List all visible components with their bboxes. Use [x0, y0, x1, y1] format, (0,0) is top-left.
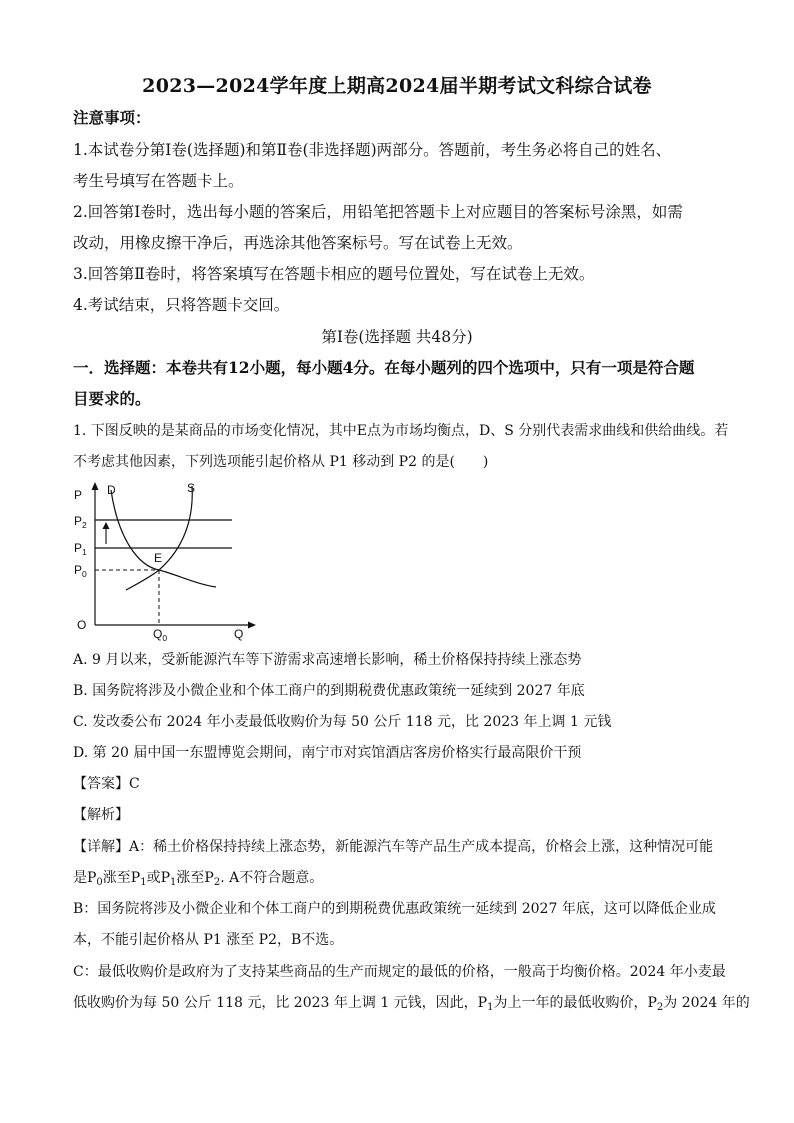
- detail-a-text-1: A：稀土价格保持持续上涨态势，新能源汽车等产品生产成本提高，价格会上涨，这种情况可能: [129, 839, 714, 855]
- x-axis-label: Q: [234, 627, 244, 641]
- p1-label: $P_1$: [74, 541, 87, 557]
- section-title: 第Ⅰ卷(选择题 共48分): [321, 328, 473, 346]
- option-d: D. 第 20 届中国一东盟博览会期间，南宁市对宾馆酒店客房价格实行最高限价干预: [73, 745, 582, 761]
- section-intro-b: 目要求的。: [73, 389, 151, 408]
- supply-demand-graph: [66, 478, 262, 644]
- question-stem-b: 不考虑其他因素，下列选项能引起价格从 P1 移动到 P2 的是( ): [73, 454, 489, 470]
- x-axis-arrow: [248, 622, 256, 629]
- detail-tag: 【详解】: [73, 839, 129, 855]
- notice-item-1a: 1.本试卷分第Ⅰ卷(选择题)和第Ⅱ卷(非选择题)两部分。答题前，考生务必将自己的姓名、: [73, 141, 672, 159]
- notice-item-2b: 改动，用橡皮擦干净后，再选涂其他答案标号。写在试卷上无效。: [73, 234, 523, 252]
- notice-item-2a: 2.回答第Ⅰ卷时，选出每小题的答案后，用铅笔把答题卡上对应题目的答案标号涂黑，如需: [73, 203, 683, 221]
- rise-arrow-head: [103, 522, 110, 529]
- origin-label: O: [77, 618, 87, 632]
- supply-curve: [126, 486, 192, 590]
- analysis-tag: 【解析】: [73, 807, 129, 823]
- p0-label: $P_0$: [74, 563, 87, 579]
- demand-curve: [111, 490, 216, 587]
- detail-a-line-2: 是$P_0$涨至$P_1$或$P_1$涨至$P_2$. A不符合题意。: [73, 870, 324, 888]
- demand-label: D: [107, 483, 116, 497]
- y-axis-arrow: [92, 482, 99, 490]
- notice-item-1b: 考生号填写在答题卡上。: [73, 172, 244, 190]
- notice-item-3: 3.回答第Ⅱ卷时，将答案填写在答题卡相应的题号位置处，写在试卷上无效。: [73, 265, 595, 283]
- option-a: A. 9 月以来，受新能源汽车等下游需求高速增长影响，稀土价格保持持续上涨态势: [73, 652, 582, 668]
- question-stem-a: 1. 下图反映的是某商品的市场变化情况，其中E点为市场均衡点，D、S 分别代表需求曲线和供给曲线。若: [73, 423, 729, 439]
- notice-item-4: 4.考试结束，只将答题卡交回。: [73, 296, 290, 314]
- detail-b-line-2: 本，不能引起价格从 P1 涨至 P2，B不选。: [73, 932, 344, 948]
- page-title: 2023—2024学年度上期高2024届半期考试文科综合试卷: [142, 75, 652, 97]
- detail-c-line-2: 低收购价为每 50 公斤 118 元，比 2023 年上调 1 元钱，因此，$P_1$为上一年的最低收购价，$P_2$为 2024 年的: [73, 995, 750, 1013]
- supply-label: S: [187, 481, 196, 495]
- answer-tag: 【答案】: [73, 776, 129, 792]
- option-b: B. 国务院将涉及小微企业和个体工商户的到期税费优惠政策统一延续到 2027 年底: [73, 683, 585, 699]
- detail-a-line-1: [73, 837, 713, 857]
- option-c: C. 发改委公布 2024 年小麦最低收购价为每 50 公斤 118 元，比 2023 年上调 1 元钱: [73, 714, 612, 730]
- detail-b-line-1: B：国务院将涉及小微企业和个体工商户的到期税费优惠政策统一延续到 2027 年底，这可以降低企业成: [73, 901, 716, 917]
- y-axis-label: P: [74, 488, 83, 502]
- answer-line: [73, 774, 140, 794]
- q0-label: $Q_0$: [153, 627, 168, 643]
- notice-heading: 注意事项：: [73, 108, 151, 127]
- p2-label: $P_2$: [74, 514, 87, 530]
- equilibrium-label: E: [154, 551, 163, 565]
- section-intro-a: 一．选择题：本卷共有12小题，每小题4分。在每小题列的四个选项中，只有一项是符合题: [73, 358, 695, 377]
- answer-value: C: [129, 776, 140, 792]
- detail-c-line-1: C：最低收购价是政府为了支持某些商品的生产而规定的最低的价格，一般高于均衡价格。2024 年小麦最: [73, 964, 726, 980]
